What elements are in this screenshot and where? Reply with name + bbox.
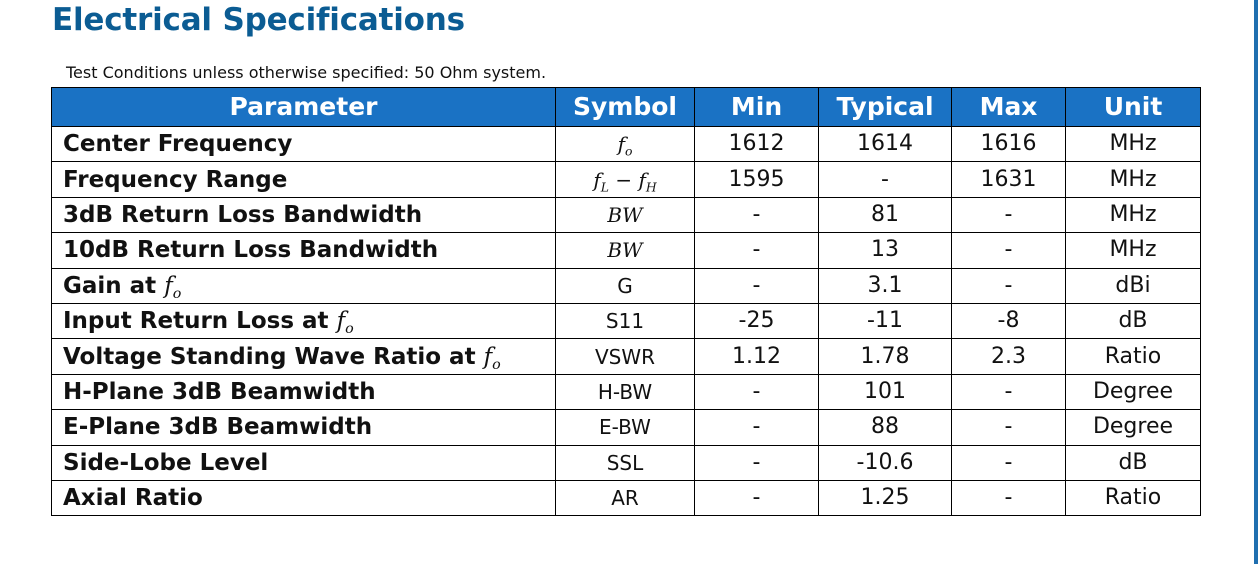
symbol-base: f [638,167,646,192]
parameter-label: Voltage Standing Wave Ratio at [63,343,476,370]
parameter-cell: 3dB Return Loss Bandwidth [52,197,556,232]
max-cell: 1616 [952,127,1066,162]
header-max: Max [952,88,1066,127]
symbol-cell [556,127,695,162]
min-cell: -25 [695,303,819,338]
symbol-cell: H-BW [556,374,695,409]
max-cell: 1631 [952,162,1066,197]
symbol-cell: VSWR [556,339,695,374]
header-min: Min [695,88,819,127]
table-row [52,374,1201,409]
table-row [52,162,1201,197]
parameter-cell: 10dB Return Loss Bandwidth [52,233,556,268]
table-row [52,445,1201,480]
parameter-cell: H-Plane 3dB Beamwidth [52,374,556,409]
min-cell: - [695,410,819,445]
symbol-subscript: o [624,143,633,159]
table-row [52,410,1201,445]
symbol-cell [556,197,695,232]
table-row [52,197,1201,232]
unit-cell: Ratio [1066,339,1201,374]
symbol-subscript: H [645,178,657,194]
page-title: Electrical Specifications [52,2,465,38]
typical-cell: 101 [819,374,952,409]
header-unit: Unit [1066,88,1201,127]
min-cell: - [695,197,819,232]
unit-cell: Ratio [1066,480,1201,515]
max-cell: - [952,268,1066,303]
parameter-label: Input Return Loss at [63,308,329,335]
parameter-symbol-base: f [336,308,346,335]
parameter-symbol-base: f [483,343,493,370]
max-cell: - [952,445,1066,480]
typical-cell: 1.25 [819,480,952,515]
header-typical: Typical [819,88,952,127]
table-header-row [52,88,1201,127]
typical-cell: -10.6 [819,445,952,480]
parameter-cell: E-Plane 3dB Beamwidth [52,410,556,445]
parameter-cell: Axial Ratio [52,480,556,515]
table-row [52,480,1201,515]
symbol-math: BW [607,202,643,227]
symbol-base: f [593,167,601,192]
typical-cell: 1614 [819,127,952,162]
min-cell: - [695,374,819,409]
parameter-cell: Center Frequency [52,127,556,162]
header-parameter: Parameter [52,88,556,127]
unit-cell: MHz [1066,162,1201,197]
unit-cell: Degree [1066,410,1201,445]
parameter-cell: Frequency Range [52,162,556,197]
min-cell: 1612 [695,127,819,162]
symbol-math: BW [607,238,643,263]
unit-cell: MHz [1066,127,1201,162]
table-row [52,339,1201,374]
unit-cell: dB [1066,445,1201,480]
symbol-cell: S11 [556,303,695,338]
unit-cell: MHz [1066,197,1201,232]
typical-cell: 3.1 [819,268,952,303]
min-cell: 1.12 [695,339,819,374]
table-row [52,303,1201,338]
max-cell: - [952,374,1066,409]
vertical-scrollbar[interactable] [1254,0,1258,564]
typical-cell: 88 [819,410,952,445]
symbol-cell: AR [556,480,695,515]
symbol-base: f [617,132,625,157]
typical-cell: 13 [819,233,952,268]
unit-cell: MHz [1066,233,1201,268]
min-cell: - [695,233,819,268]
max-cell: - [952,410,1066,445]
typical-cell: - [819,162,952,197]
typical-cell: 1.78 [819,339,952,374]
parameter-symbol-subscript: o [172,285,182,302]
symbol-cell: SSL [556,445,695,480]
test-conditions-note: Test Conditions unless otherwise specified: 50 Ohm system. [66,63,547,82]
max-cell: - [952,480,1066,515]
parameter-cell [52,268,556,303]
table-row [52,268,1201,303]
typical-cell: 81 [819,197,952,232]
parameter-symbol-subscript: o [492,356,501,373]
min-cell: - [695,480,819,515]
max-cell: - [952,197,1066,232]
min-cell: - [695,268,819,303]
symbol-cell [556,233,695,268]
typical-cell: -11 [819,303,952,338]
table-row [52,127,1201,162]
min-cell: - [695,445,819,480]
symbol-cell: G [556,268,695,303]
symbol-cell [556,162,695,197]
min-cell: 1595 [695,162,819,197]
unit-cell: Degree [1066,374,1201,409]
parameter-cell [52,303,556,338]
parameter-label: Gain at [63,272,157,299]
parameter-symbol-subscript: o [345,321,354,338]
unit-cell: dB [1066,303,1201,338]
max-cell: 2.3 [952,339,1066,374]
parameter-symbol-base: f [164,272,173,299]
symbol-subscript: L [600,178,609,194]
header-symbol: Symbol [556,88,695,127]
table-row [52,233,1201,268]
symbol-cell: E-BW [556,410,695,445]
parameter-cell [52,339,556,374]
electrical-specifications-table [51,87,1201,516]
max-cell: - [952,233,1066,268]
parameter-cell: Side-Lobe Level [52,445,556,480]
max-cell: -8 [952,303,1066,338]
unit-cell: dBi [1066,268,1201,303]
symbol-operator: − [608,167,639,192]
